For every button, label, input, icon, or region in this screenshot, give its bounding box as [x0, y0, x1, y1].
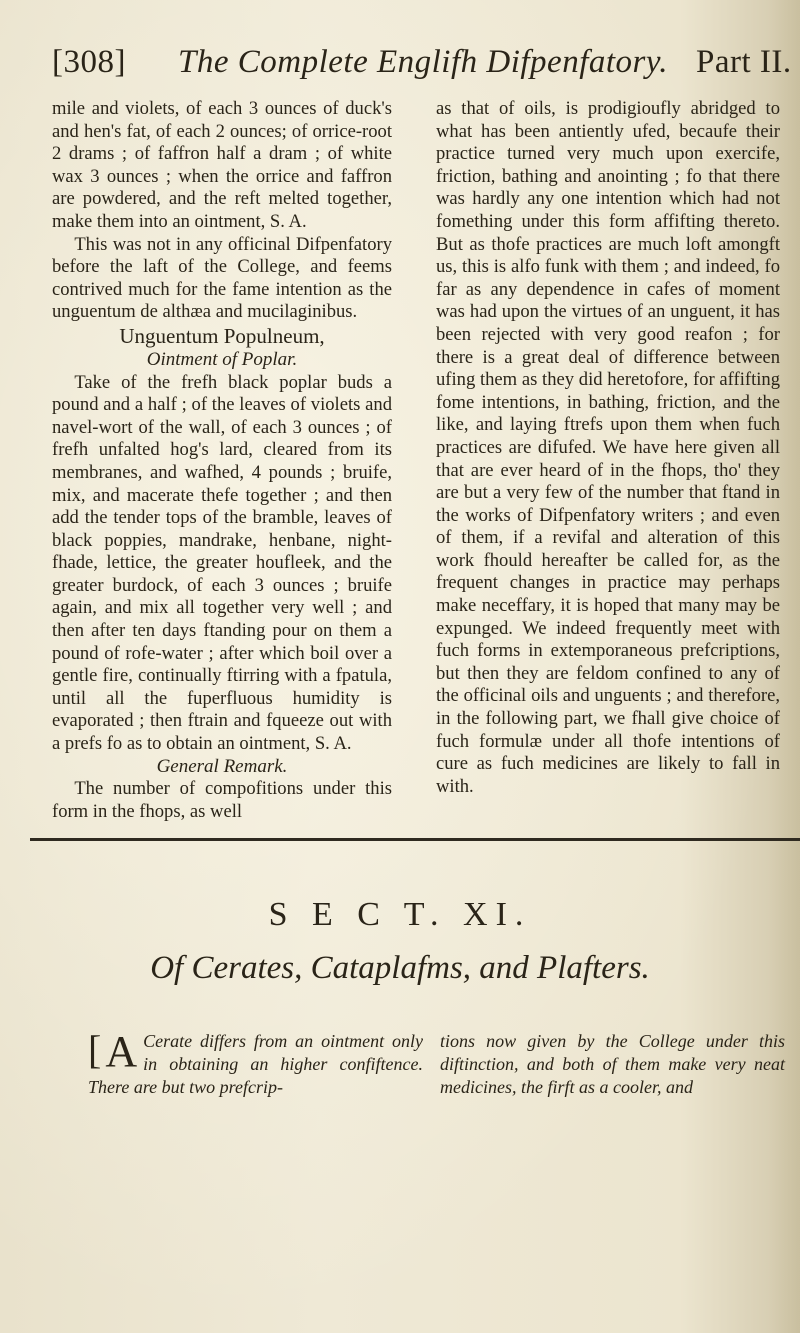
intro-text: Cerate differs from an ointment only in obtaining an higher confiftence. There are but two prefcrip- — [88, 1031, 423, 1097]
paragraph: This was not in any officinal Difpenfatory before the laft of the College, and feems contrived much for the fame intention as the unguentum de althæa and mucilaginibus. — [52, 233, 392, 323]
page-header — [52, 44, 792, 94]
bottom-right-text: tions now given by the College under this diftinction, and both of them make very neat medicines, the firft as a cooler, and — [440, 1031, 785, 1097]
paragraph: mile and violets, of each 3 ounces of duck's and hen's fat, of each 2 ounces; of orrice-root 2 drams ; of faffron half a dram ; of white wax 3 ounces ; when the orrice and faffron are powdered, and the reft melted together, make them into an ointment, S. A. — [52, 98, 392, 232]
right-column — [436, 98, 780, 798]
remark-heading: General Remark. — [156, 755, 288, 777]
running-title: The Complete Englifh Difpenfatory. — [178, 44, 668, 80]
paragraph: The number of compofitions under this form in the fhops, as well — [52, 778, 392, 822]
recipe-subheading: Ointment of Poplar. — [146, 348, 298, 370]
page-number: [308] — [52, 44, 126, 80]
paragraph: Take of the frefh black poplar buds a pound and a half ; of the leaves of violets and navel-wort of the wall, of each 3 ounces ; of frefh unfalted hog's lard, cleared from its membranes, and wafhed, 4 pounds ; bruife, mix, and macerate thefe together ; and then add the tender tops of the bramble, leaves of black poppies, mandrake, henbane, night-fhade, lettice, the greater houfleek, and the greater burdock, of each 3 ounces ; bruife again, and mix all together very well ; and then after ten days ftanding pour on them a pound of rofe-water ; after which boil over a gentle fire, continually ftirring with a fpatula, until all the fuperfluous humidity is evaporated ; then ftrain and fqueeze out with a prefs fo as to obtain an ointment, S. A. — [52, 371, 392, 755]
drop-cap: A — [105, 1027, 138, 1076]
recipe-heading: Unguentum Populneum, — [119, 323, 325, 348]
paragraph: as that of oils, is prodigioufly abridged to what has been antiently ufed, becaufe their practice turned very much upon exercife, friction, bathing and anointing ; fo that there was hardly any one intention which had not fomething under this form affifting thereto. But as thofe practices are much loft amongft us, this is alfo funk with them ; and indeed, fo far as any dependence in cafes of moment was had upon the virtues of an unguent, it has been rejected with very good reafon ; for there is a great deal of difference between ufing them as they did heretofore, for affifting fome intentions, in bathing, friction, and the like, and laying ftrefs upon them when fuch practices are difufed. We have here given all that are ever heard of in the fhops, tho' they are but a very few of the number that ftand in the works of Difpenfatory writers ; and even of them, if a revifal and alteration of this work fhould hereafter be called for, as the frequent changes in practice may perhaps make neceffary, it is hoped that many may be expunged. We indeed frequently meet with fuch forms in extemporaneous prefcriptions, but then they are feldom confined to any of the officinal oils and unguents ; and therefore, in the following part, we fhall give choice of fuch formulæ under all thofe intentions of cure as fuch medicines are likely to fall in with. — [436, 98, 780, 797]
left-column — [52, 98, 392, 823]
section-subtitle: Of Cerates, Cataplafms, and Plafters. — [150, 950, 650, 986]
section-title: S E C T. XI. — [268, 896, 532, 933]
section-divider — [30, 838, 800, 841]
bottom-left-text — [88, 1027, 423, 1099]
part-label: Part II. — [696, 44, 792, 80]
opening-bracket: [ — [88, 1027, 102, 1072]
